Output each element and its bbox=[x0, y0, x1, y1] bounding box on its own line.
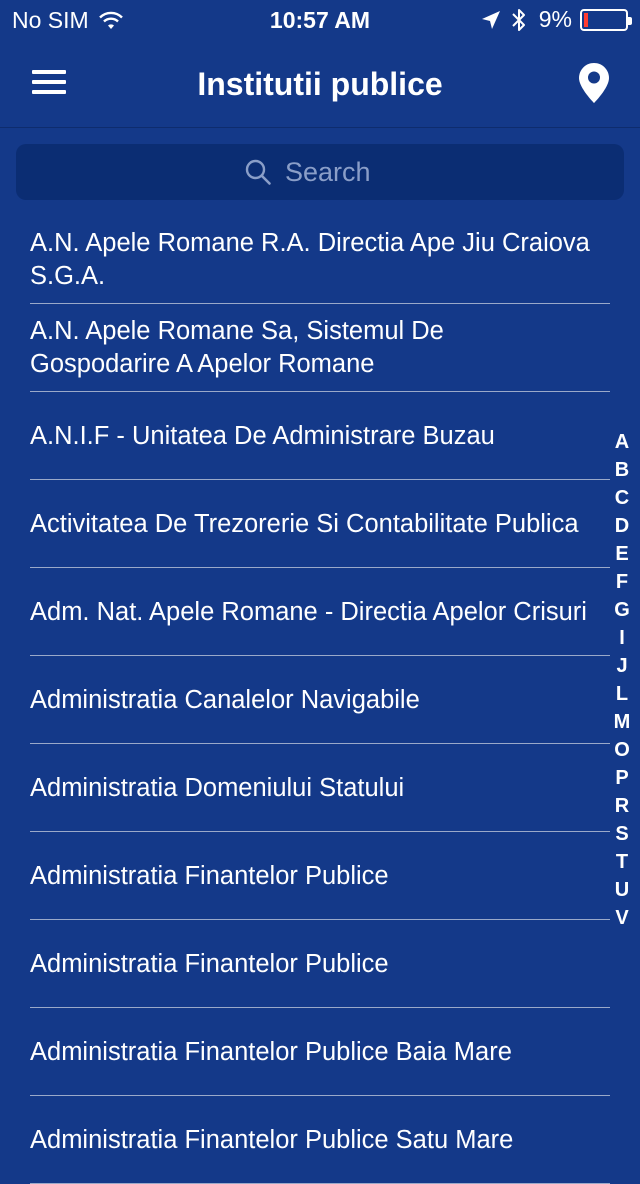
status-right bbox=[481, 6, 628, 33]
battery-percent: 9% bbox=[538, 6, 572, 32]
search-bar[interactable] bbox=[16, 144, 624, 200]
list-item-label: Adm. Nat. Apele Romane - Directia Apelor Crisuri bbox=[30, 597, 587, 626]
index-letter[interactable]: F bbox=[615, 571, 629, 593]
list-item-label: Administratia Finantelor Publice bbox=[30, 861, 389, 890]
list-item-label: Administratia Canalelor Navigabile bbox=[30, 685, 420, 714]
index-letter[interactable]: I bbox=[619, 627, 625, 649]
index-letter[interactable]: D bbox=[614, 515, 630, 537]
index-letter[interactable]: J bbox=[616, 655, 628, 677]
list-item-label: Activitatea De Trezorerie Si Contabilitate Publica bbox=[30, 509, 579, 538]
list-item[interactable] bbox=[0, 304, 640, 392]
list-item[interactable] bbox=[0, 1096, 640, 1184]
list-item[interactable] bbox=[0, 216, 640, 304]
clock: 10:57 AM bbox=[269, 7, 371, 33]
list-item[interactable] bbox=[0, 656, 640, 744]
index-letter[interactable]: S bbox=[615, 823, 629, 845]
list-item-label: A.N. Apele Romane R.A. Directia Ape Jiu Craiova S.G.A. bbox=[30, 229, 590, 290]
list-item-label: Administratia Finantelor Publice bbox=[30, 949, 389, 978]
list-item[interactable] bbox=[0, 1008, 640, 1096]
bluetooth-icon bbox=[511, 7, 527, 33]
index-letter[interactable]: T bbox=[615, 851, 629, 873]
index-letter[interactable]: U bbox=[614, 879, 630, 901]
search-icon bbox=[245, 159, 271, 185]
index-letter[interactable]: P bbox=[615, 767, 629, 789]
list-item[interactable] bbox=[0, 832, 640, 920]
index-letter[interactable]: E bbox=[615, 543, 629, 565]
location-arrow-icon bbox=[481, 10, 501, 30]
index-letter[interactable]: R bbox=[614, 795, 630, 817]
index-letter[interactable]: M bbox=[613, 711, 631, 733]
search-input[interactable] bbox=[285, 157, 395, 188]
index-letter[interactable]: L bbox=[615, 683, 629, 705]
list-item-label: Administratia Domeniului Statului bbox=[30, 773, 405, 802]
battery-icon bbox=[580, 9, 628, 31]
status-bar bbox=[0, 0, 640, 40]
index-letter[interactable]: O bbox=[614, 739, 630, 761]
carrier-label: No SIM bbox=[12, 7, 89, 33]
list-item-label: Administratia Finantelor Publice Baia Mare bbox=[30, 1037, 512, 1066]
page-title: Institutii publice bbox=[197, 66, 443, 102]
nav-bar bbox=[0, 40, 640, 128]
list-item-label: Administratia Finantelor Publice Satu Mare bbox=[30, 1125, 514, 1154]
index-letter[interactable]: V bbox=[615, 907, 629, 929]
index-letter[interactable]: A bbox=[614, 431, 630, 453]
list-item[interactable] bbox=[0, 392, 640, 480]
battery-nub bbox=[628, 17, 632, 25]
institutions-list bbox=[0, 216, 640, 1184]
list-item[interactable] bbox=[0, 744, 640, 832]
index-letter[interactable]: C bbox=[614, 487, 630, 509]
list-item-label: A.N.I.F - Unitatea De Administrare Buzau bbox=[30, 421, 495, 450]
list-item-label: A.N. Apele Romane Sa, Sistemul De Gospodarire A Apelor Romane bbox=[30, 317, 444, 378]
list-item[interactable] bbox=[0, 480, 640, 568]
list-item[interactable] bbox=[0, 568, 640, 656]
index-letter[interactable]: B bbox=[614, 459, 630, 481]
map-pin-icon[interactable] bbox=[578, 62, 610, 104]
index-letter[interactable]: G bbox=[614, 599, 630, 621]
battery-level bbox=[584, 13, 588, 27]
alphabet-index[interactable] bbox=[610, 428, 634, 932]
list-item[interactable] bbox=[0, 920, 640, 1008]
